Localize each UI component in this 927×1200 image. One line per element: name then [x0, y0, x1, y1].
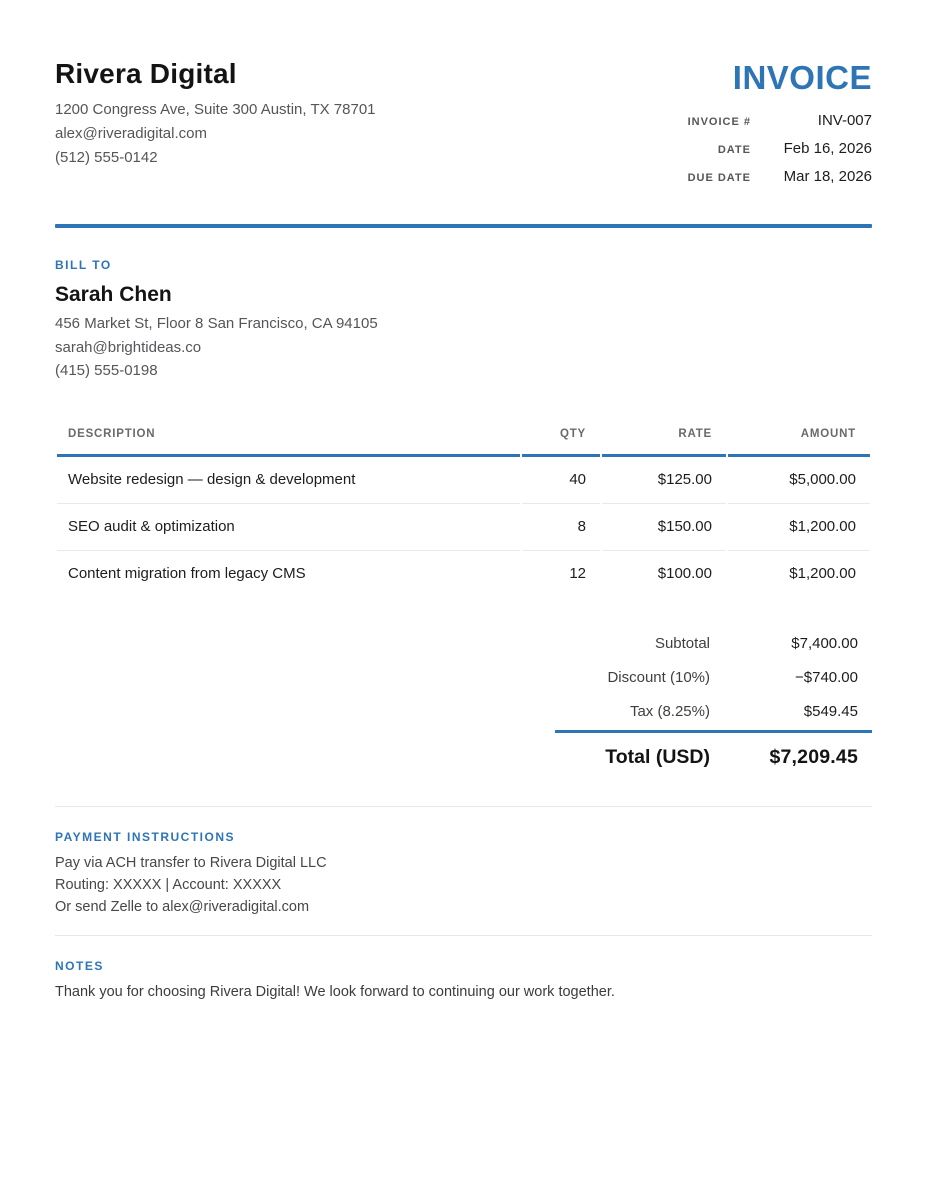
total-label: Total (USD) — [605, 745, 710, 768]
table-row — [57, 551, 870, 597]
item-rate: $150.00 — [602, 504, 726, 551]
item-amount: $1,200.00 — [728, 504, 870, 551]
company-phone: (512) 555-0142 — [55, 149, 158, 166]
invoice-duedate-label: DUE DATE — [687, 172, 751, 184]
header-amount: AMOUNT — [728, 416, 870, 457]
table-row — [57, 457, 870, 504]
client-phone: (415) 555-0198 — [55, 362, 158, 379]
bill-to-heading: BILL TO — [55, 258, 112, 272]
subtotal-label: Subtotal — [654, 634, 710, 652]
invoice-meta — [688, 112, 872, 196]
notes-section — [55, 959, 872, 1002]
invoice-number-value: INV-007 — [817, 112, 872, 129]
payment-line: Or send Zelle to alex@riveradigital.com — [55, 898, 310, 915]
invoice-number-label: INVOICE # — [687, 116, 751, 128]
client-email: sarah@brightideas.co — [55, 338, 202, 356]
payment-instructions-section — [55, 830, 872, 918]
invoice-duedate-row — [688, 168, 872, 196]
payment-line: Routing: XXXXX | Account: XXXXX — [55, 876, 282, 893]
company-address: 1200 Congress Ave, Suite 300 Austin, TX 78701 — [55, 101, 376, 118]
section-divider — [55, 806, 872, 807]
subtotal-value: $7,400.00 — [791, 634, 858, 652]
item-description: Content migration from legacy CMS — [68, 564, 306, 582]
total-value: $7,209.45 — [769, 745, 858, 768]
item-qty: 12 — [569, 564, 586, 582]
header-accent-rule — [55, 224, 872, 228]
invoice-number-row — [688, 112, 872, 140]
discount-value: −$740.00 — [795, 668, 858, 686]
item-qty: 40 — [522, 457, 600, 504]
notes-body: Thank you for choosing Rivera Digital! We look forward to continuing our work together. — [55, 983, 615, 1000]
client-name: Sarah Chen — [55, 283, 172, 306]
table-header-row — [57, 416, 870, 457]
section-divider — [55, 935, 872, 936]
company-name: Rivera Digital — [55, 58, 237, 89]
tax-row — [555, 695, 872, 729]
header-description: DESCRIPTION — [57, 416, 520, 457]
tax-value: $549.45 — [803, 702, 858, 720]
item-amount: $1,200.00 — [789, 564, 856, 582]
item-rate: $100.00 — [657, 564, 712, 582]
line-items-table — [55, 416, 872, 597]
item-amount: $5,000.00 — [728, 457, 870, 504]
item-description: SEO audit & optimization — [57, 504, 520, 551]
totals-summary — [555, 627, 872, 769]
client-address: 456 Market St, Floor 8 San Francisco, CA 94105 — [55, 315, 378, 332]
payment-instructions-heading: PAYMENT INSTRUCTIONS — [55, 829, 236, 844]
invoice-meta-block — [688, 58, 872, 196]
client-contact — [55, 312, 872, 383]
tax-label: Tax (8.25%) — [629, 702, 710, 720]
item-rate: $125.00 — [602, 457, 726, 504]
header-qty: QTY — [522, 416, 600, 457]
notes-heading: NOTES — [55, 958, 104, 973]
invoice-date-row — [688, 140, 872, 168]
subtotal-row — [555, 627, 872, 661]
total-row — [555, 730, 872, 769]
payment-line: Pay via ACH transfer to Rivera Digital LLC — [55, 854, 327, 871]
discount-label: Discount (10%) — [607, 668, 710, 686]
header-rate: RATE — [602, 416, 726, 457]
table-row — [57, 504, 870, 551]
item-description: Website redesign — design & development — [57, 457, 520, 504]
item-qty: 8 — [522, 504, 600, 551]
invoice-date-value: Feb 16, 2026 — [783, 140, 872, 157]
bill-to-section — [55, 258, 872, 383]
invoice-title: INVOICE — [732, 59, 872, 96]
invoice-date-label: DATE — [717, 144, 751, 156]
invoice-duedate-value: Mar 18, 2026 — [783, 168, 872, 185]
company-email: alex@riveradigital.com — [55, 125, 207, 142]
discount-row — [555, 661, 872, 695]
invoice-header — [55, 58, 872, 196]
company-info — [55, 58, 376, 170]
payment-instructions-body — [55, 852, 872, 918]
company-contact — [55, 98, 376, 170]
